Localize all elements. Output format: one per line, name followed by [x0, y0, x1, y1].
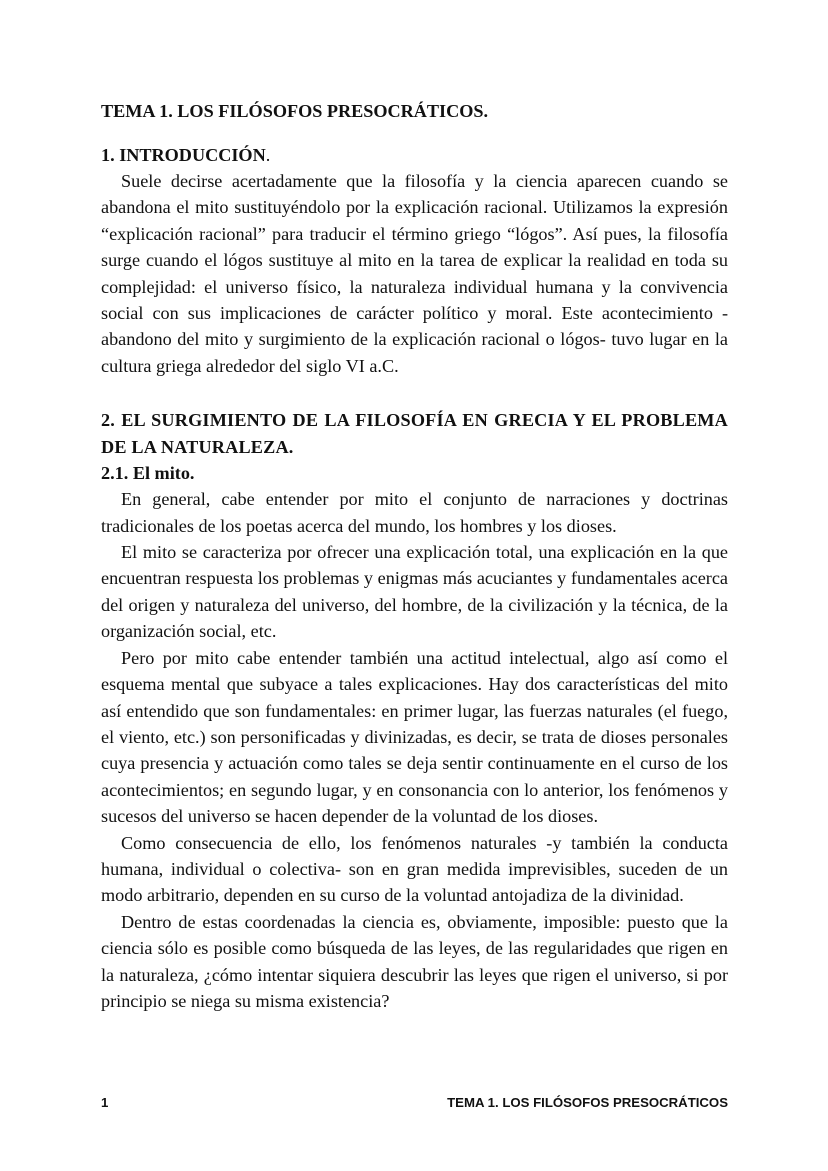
- page-content: [101, 97, 728, 1014]
- page-footer: [101, 1095, 728, 1115]
- subsection-2-1-paragraph-2: El mito se caracteriza por ofrecer una explicación total, una explicación en la que encuentran respuesta los problemas y enigmas más acuciantes y fundamentales acerca del origen y naturaleza del universo, del hombre, de la civilización y la técnica, de la organización social, etc.: [101, 542, 728, 642]
- section-1-heading-punct: .: [265, 145, 271, 165]
- subsection-2-1-paragraph-4: Como consecuencia de ello, los fenómenos naturales -y también la conducta humana, individual o colectiva- son en gran medida imprevisibles, suceden de un modo arbitrario, dependen en su curso de la voluntad antojadiza de la divinidad.: [101, 832, 728, 906]
- subsection-2-1-heading: 2.1. El mito.: [101, 463, 195, 484]
- document-title: TEMA 1. LOS FILÓSOFOS PRESOCRÁTICOS.: [101, 101, 489, 121]
- subsection-2-1-paragraph-3: Pero por mito cabe entender también una actitud intelectual, algo así como el esquema mental que subyace a tales explicaciones. Hay dos características del mito así entendido que son fundamentales: en primer lugar, las fuerzas naturales (el fuego, el viento, etc.) son personificadas y divinizadas, es decir, se trata de dioses personales cuya presencia y actuación como tales se deja sentir continuamente en el curso de los acontecimientos; en segundo lugar, y en consonancia con lo anterior, los fenómenos y sucesos del universo se hacen depender de la voluntad de los dioses.: [101, 647, 728, 827]
- subsection-2-1-paragraph-5: Dentro de estas coordenadas la ciencia es, obviamente, imposible: puesto que la ciencia sólo es posible como búsqueda de las leyes, de las regularidades que rigen en la naturaleza, ¿cómo intentar siquiera descubrir las leyes que rigen el universo, si por principio se niega su misma existencia?: [101, 911, 728, 1011]
- page-number: 1: [101, 1095, 109, 1110]
- section-1-paragraph: Suele decirse acertadamente que la filosofía y la ciencia aparecen cuando se abandona el mito sustituyéndolo por la explicación racional. Utilizamos la expresión “explicación racional” para traducir el término griego “lógos”. Así pues, la filosofía surge cuando el lógos sustituye al mito en la tarea de explicar la realidad en toda su complejidad: el universo físico, la naturaleza individual humana y la convivencia social con sus implicaciones de carácter político y moral. Este acontecimiento -abandono del mito y surgimiento de la explicación racional o lógos- tuvo lugar en la cultura griega alrededor del siglo VI a.C.: [101, 171, 728, 376]
- section-2-heading: 2. EL SURGIMIENTO DE LA FILOSOFÍA EN GRECIA Y EL PROBLEMA DE LA NATURALEZA.: [101, 410, 728, 457]
- subsection-2-1-paragraph-1: En general, cabe entender por mito el conjunto de narraciones y doctrinas tradicionales de los poetas acerca del mundo, los hombres y los dioses.: [101, 489, 728, 536]
- section-1-heading: [101, 142, 728, 168]
- section-1-heading-text: 1. INTRODUCCIÓN: [101, 145, 266, 165]
- running-title: TEMA 1. LOS FILÓSOFOS PRESOCRÁTICOS: [447, 1095, 728, 1110]
